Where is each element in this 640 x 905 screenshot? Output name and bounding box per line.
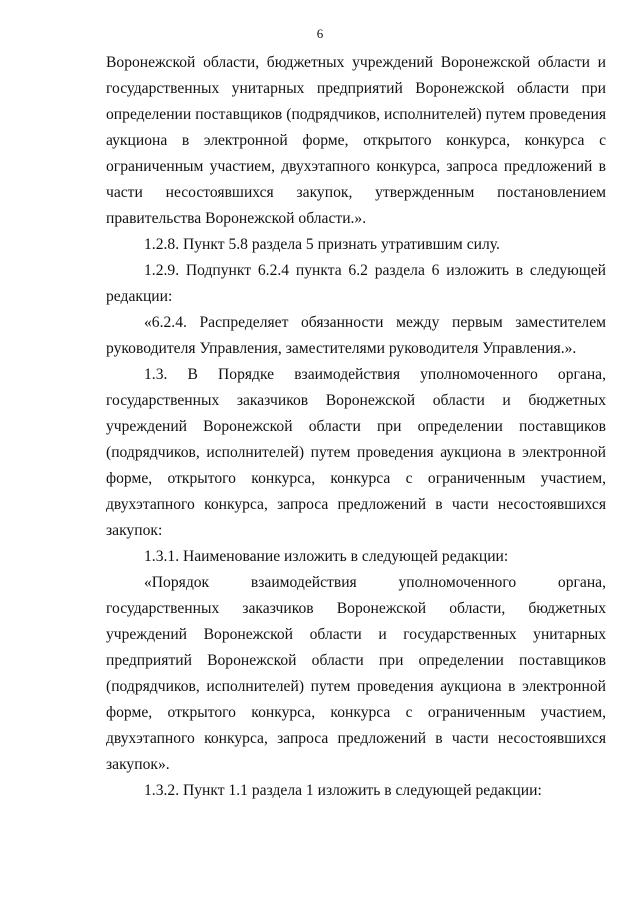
paragraph-1-3-2: 1.3.2. Пункт 1.1 раздела 1 изложить в следующей редакции: (144, 782, 542, 799)
document-body (106, 50, 606, 804)
paragraph-1-3: 1.3. В Порядке взаимодействия уполномоченного органа, государственных заказчиков Воронежской области и бюджетных учреждений Воронежской области при определении поставщиков (подрядчиков, исполнителей) путем проведения аукциона в электронной форме, открытого конкурса, конкурса с ограниченным участием, двухэтапного конкурса, запроса предложений в части несостоявшихся закупок: (106, 366, 606, 539)
paragraph-1-3-1: 1.3.1. Наименование изложить в следующей редакции: (144, 548, 509, 565)
paragraph-title-quote: «Порядок взаимодействия уполномоченного органа, государственных заказчиков Воронежской области, бюджетных учреждений Воронежской области и государственных унитарных предприятий Воронежской области при определении поставщиков (подрядчиков, исполнителей) путем проведения аукциона в электронной форме, открытого конкурса, конкурса с ограниченным участием, двухэтапного конкурса, запроса предложений в части несостоявшихся закупок». (106, 574, 606, 773)
page-number: 6 (316, 26, 324, 41)
paragraph-continuation: Воронежской области, бюджетных учреждений Воронежской области и государственных унитарных предприятий Воронежской области при определении поставщиков (подрядчиков, исполнителей) путем проведения аукциона в электронной форме, открытого конкурса, конкурса с ограниченным участием, двухэтапного конкурса, запроса предложений в части несостоявшихся закупок, утвержденным постановлением правительства Воронежской области.». (106, 54, 606, 227)
paragraph-1-2-9: 1.2.9. Подпункт 6.2.4 пункта 6.2 раздела 6 изложить в следующей редакции: (106, 262, 606, 305)
paragraph-6-2-4-quote: «6.2.4. Распределяет обязанности между первым заместителем руководителя Управления, заместителями руководителя Управления.». (106, 314, 606, 357)
paragraph-1-2-8: 1.2.8. Пункт 5.8 раздела 5 признать утратившим силу. (144, 236, 500, 253)
